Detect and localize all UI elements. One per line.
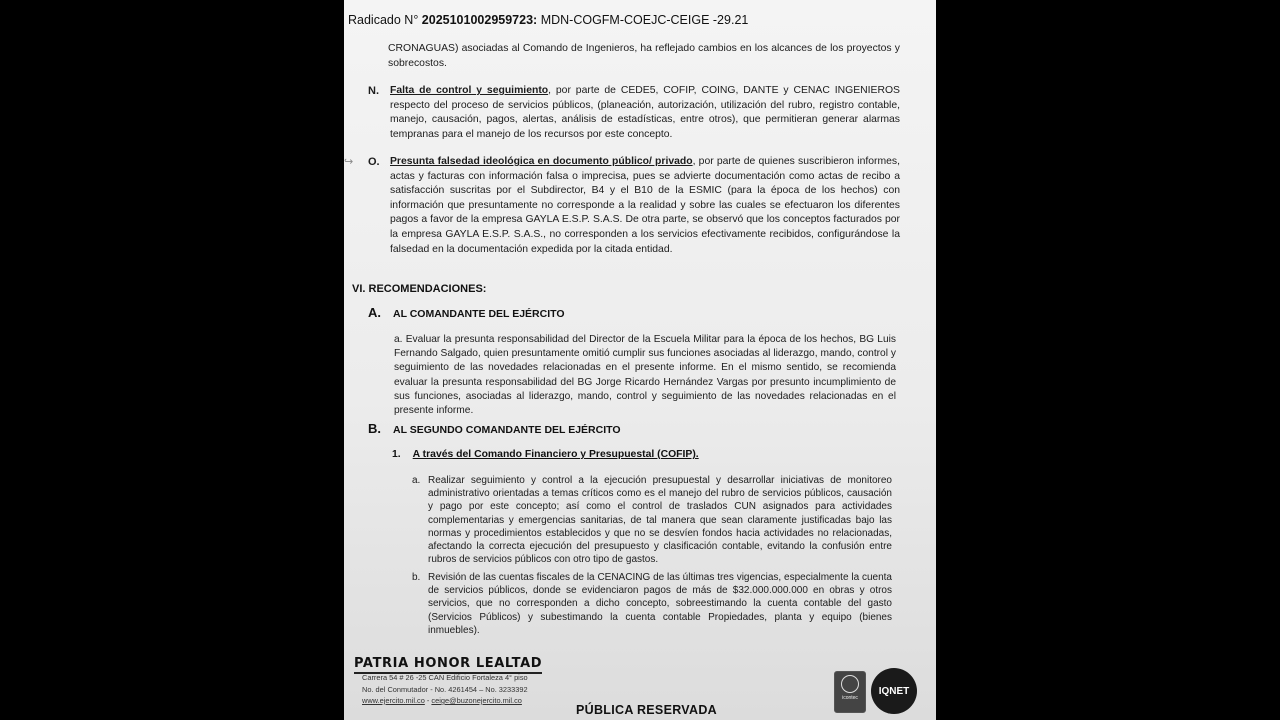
section-title: VI. RECOMENDACIONES: (352, 283, 487, 295)
item-text: Revisión de las cuentas fiscales de la CENACING de las últimas tres vigencias, especialmente la cuenta de servicios públicos, donde se evidenciaron pagos de más de $32.000.000.000 en obras y otros servicios, que no corresponden a dicho concepto, sobreestimando la cuenta contable del gasto (Servicios Públicos) y subestimando la cuenta contable Propiedades, planta y equipo (bienes inmuebles). (428, 572, 892, 636)
footer-address: Carrera 54 # 26 -25 CAN Edificio Fortaleza 4° piso (362, 673, 528, 682)
cofip-label: 1. (392, 449, 401, 460)
footer-motto: PATRIA HONOR LEALTAD (354, 656, 542, 674)
finding-n (368, 84, 900, 142)
finding-o (368, 155, 900, 257)
item-label: b. (412, 572, 421, 583)
subsection-a-title (368, 305, 565, 320)
finding-label: O. (368, 156, 380, 168)
subsection-text: AL SEGUNDO COMANDANTE DEL EJÉRCITO (393, 424, 621, 436)
email-link[interactable]: ceige@buzonejercito.mil.co (431, 696, 522, 705)
recommendation-a-a: a. Evaluar la presunta responsabilidad del Director de la Escuela Militar para la época de los hechos, BG Luis Fernando Salgado, quien presuntamente omitió cumplir sus funciones asociadas al liderazgo, mando, control y seguimiento de las novedades relacionadas en el presente informe. En el mismo sentido, se recomienda evaluar la presunta responsabilidad del BG Jorge Ricardo Hernández Vargas por presunto incumplimiento de sus funciones, asociadas al liderazgo, mando, control y seguimiento de las novedades relacionadas en el presente informe. (394, 334, 896, 417)
finding-title: Presunta falsedad ideológica en documento público/ privado (390, 156, 693, 167)
item-label: a. (412, 475, 421, 486)
finding-title: Falta de control y seguimiento (390, 85, 549, 96)
cofip-item-b (412, 571, 892, 637)
cofip-item-a (412, 474, 892, 566)
filing-header (348, 13, 748, 27)
filing-prefix: Radicado N° (348, 13, 419, 27)
icontec-logo-icon (834, 671, 866, 713)
filing-number: 2025101002959723: (421, 13, 538, 27)
finding-text: , por parte de CEDE5, COFIP, COING, DANTE y CENAC INGENIEROS respecto del proceso de servicios públicos, (planeación, autorización, utilización del rubro, registro contable, manejo, causación, pagos, alertas, análisis de estadísticas, entre otros), que permitieran generar alarmas tempranas para el manejo de los recursos por este concepto. (390, 85, 900, 140)
classification-label: PÚBLICA RESERVADA (576, 703, 717, 717)
footer-phone: No. del Conmutador - No. 4261454 – No. 3233392 (362, 685, 528, 694)
continuation-paragraph: CRONAGUAS) asociadas al Comando de Ingenieros, ha reflejado cambios en los alcances de los proyectos y sobrecostos. (388, 43, 900, 69)
cofip-title: A través del Comando Financiero y Presupuestal (COFIP). (412, 449, 699, 460)
filing-code: MDN-COGFM-COEJC-CEIGE -29.21 (540, 13, 749, 27)
finding-label: N. (368, 85, 379, 97)
iqnet-text: IQNET (878, 685, 910, 697)
pen-mark-icon: ↪ (344, 156, 354, 168)
cofip-heading (392, 449, 699, 460)
website-link[interactable]: www.ejercito.mil.co (362, 696, 425, 705)
footer-contacts: www.ejercito.mil.co - ceige@buzonejercito.mil.co (362, 696, 522, 705)
subsection-label: B. (368, 421, 381, 436)
subsection-b-title (368, 421, 621, 436)
document-page (344, 0, 936, 720)
subsection-text: AL COMANDANTE DEL EJÉRCITO (393, 308, 565, 320)
finding-text: , por parte de quienes suscribieron informes, actas y facturas con información falsa o imprecisa, pues se advierte documentación como actas de recibo a satisfacción suscritas por el Subdirector, B4 y el B10 de la ESMIC (para la época de los hechos) con información que presuntamente no corresponde a la realidad y sobre las cuales se efectuaron los diferentes pagos a favor de la empresa GAYLA E.S.P. S.A.S. De otra parte, se observó que los conceptos facturados por la empresa GAYLA E.S.P. S.A.S., no corresponden a los servicios efectivamente recibidos, configurándose la falsedad en la documentación expedida por la citada entidad. (390, 156, 900, 255)
iqnet-logo-icon (871, 668, 917, 714)
icontec-text: icontec (842, 695, 858, 701)
subsection-label: A. (368, 305, 381, 320)
item-text: Realizar seguimiento y control a la ejecución presupuestal y desarrollar iniciativas de monitoreo administrativo orientadas a temas críticos como es el manejo del rubro de servicios públicos, causación y pago por este concepto; así como el control de traslados CUN asignados para actividades complementarias y emergencias sanitarias, de tal manera que sean claramente justificadas bajo las normas y procedimientos establecidos y que no se desvíen fondos hacia actividades no relacionadas, afectando la correcta ejecución del presupuesto y clasificación contable, evitando la confusión entre rubros de servicios públicos con otro tipo de gastos. (428, 475, 892, 566)
